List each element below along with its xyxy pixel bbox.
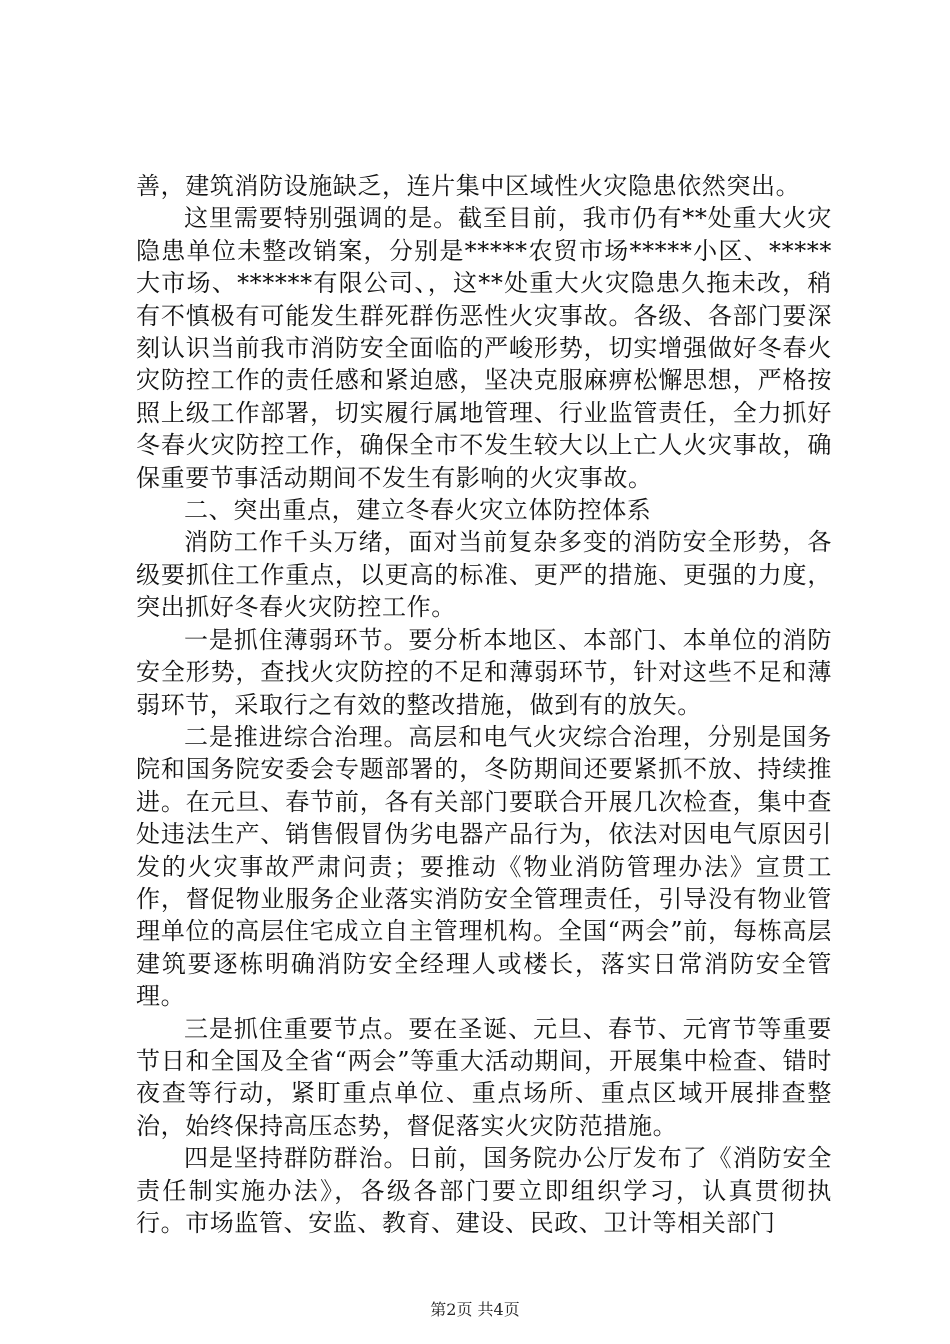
paragraph-mass-prevention: 四是坚持群防群治。日前，国务院办公厅发布了《消防安全责任制实施办法》，各级各部门要立即组织学习，认真贯彻执行。市场监管、安监、教育、建设、民政、卫计等相关部门 bbox=[136, 1144, 832, 1237]
paragraph-comprehensive-governance: 二是推进综合治理。高层和电气火灾综合治理，分别是国务院和国务院安委会专题部署的，冬防期间还要紧抓不放、持续推进。在元旦、春节前，各有关部门要联合开展几次检查，集中查处违法生产、销售假冒伪劣电器产品行为，依法对因电气原因引发的火灾事故严肃问责；要推动《物业消防管理办法》宣贯工作，督促物业服务企业落实消防安全管理责任，引导没有物业管理单位的高层住宅成立自主管理机构。全国“两会”前，每栋高层建筑要逐栋明确消防安全经理人或楼长，落实日常消防安全管理。 bbox=[136, 722, 832, 1011]
paragraph-key-hazards: 这里需要特别强调的是。截至目前，我市仍有**处重大火灾隐患单位未整改销案，分别是*****农贸市场*****小区、*****大市场、******有限公司、，这**处重大火灾隐患久拖未改，稍有不慎极有可能发生群死群伤恶性火灾事故。各级、各部门要深刻认识当前我市消防安全面临的严峻形势，切实增强做好冬春火灾防控工作的责任感和紧迫感，坚决克服麻痹松懈思想，严格按照上级工作部署，切实履行属地管理、行业监管责任，全力抓好冬春火灾防控工作，确保全市不发生较大以上亡人火灾事故，确保重要节事活动期间不发生有影响的火灾事故。 bbox=[136, 204, 832, 492]
paragraph-continuation: 善，建筑消防设施缺乏，连片集中区域性火灾隐患依然突出。 bbox=[136, 172, 801, 200]
paragraph-weak-links: 一是抓住薄弱环节。要分析本地区、本部门、本单位的消防安全形势，查找火灾防控的不足和薄弱环节，针对这些不足和薄弱环节，采取行之有效的整改措施，做到有的放矢。 bbox=[136, 625, 832, 719]
document-body bbox=[136, 170, 832, 1239]
paragraph-intro-focus: 消防工作千头万绪，面对当前复杂多变的消防安全形势，各级要抓住工作重点，以更高的标准、更严的措施、更强的力度，突出抓好冬春火灾防控工作。 bbox=[136, 528, 832, 622]
page-footer: 第2页 共4页 bbox=[430, 1300, 520, 1319]
paragraph-key-dates: 三是抓住重要节点。要在圣诞、元旦、春节、元宵节等重要节日和全国及全省“两会”等重大活动期间，开展集中检查、错时夜查等行动，紧盯重点单位、重点场所、重点区域开展排查整治，始终保持高压态势，督促落实火灾防范措施。 bbox=[136, 1014, 832, 1140]
section-heading-two: 二、突出重点，建立冬春火灾立体防控体系 bbox=[184, 496, 652, 525]
